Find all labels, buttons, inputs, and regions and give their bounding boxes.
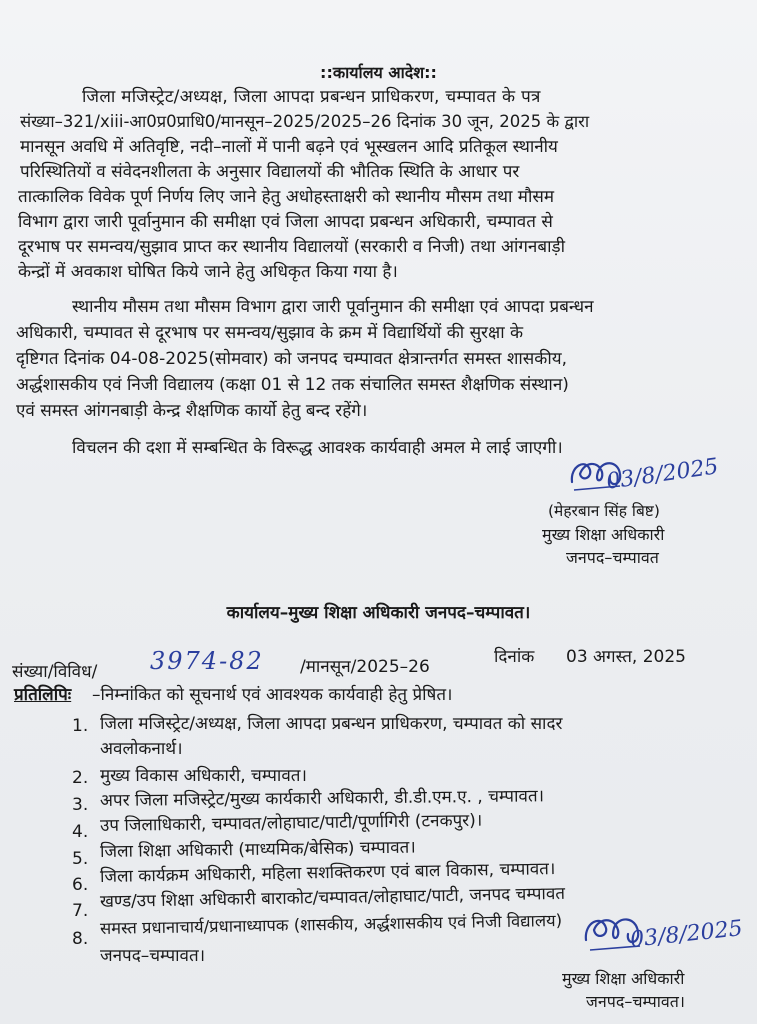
list-text: जिला मजिस्ट्रेट/अध्यक्ष, जिला आपदा प्रबन्धन प्राधिकरण, चम्पावत को सादर [100, 714, 563, 734]
list-text: जिला कार्यक्रम अधिकारी, महिला सशक्तिकरण एवं बाल विकास, चम्पावत। [99, 859, 556, 887]
signature-date: 03/8/2025 [629, 916, 744, 953]
paragraph-line: अर्द्धशासकीय एवं निजी विद्यालय (कक्षा 01 से 12 तक संचालित समस्त शैक्षणिक संस्थान) [16, 375, 569, 395]
paragraph-line: संख्या–321/xiii-आ0प्र0प्राधि0/मानसून–2025/2025–26 दिनांक 30 जून, 2025 के द्वारा [20, 112, 590, 131]
reference-suffix: /मानसून/2025–26 [300, 657, 430, 677]
paragraph-line: परिस्थितियों व संवेदनशीलता के अनुसार विद्यालयों की भौतिक स्थिति के आधार पर [20, 162, 520, 182]
reference-prefix: संख्या/विविध/ [12, 662, 98, 682]
signer-place: जनपद–चम्पावत [566, 548, 659, 567]
paragraph-line: विभाग द्वारा जारी पूर्वानुमान की समीक्षा एवं जिला आपदा प्रबन्धन अधिकारी, चम्पावत से [18, 212, 553, 232]
order-paragraph-3: विचलन की दशा में सम्बन्धित के विरूद्ध आवश्क कार्यवाही अमल मे लाई जाएगी। [72, 438, 563, 458]
paragraph-line: अधिकारी, चम्पावत से दूरभाष पर समन्वय/सुझाव के क्रम में विद्यार्थियों की सुरक्षा के [16, 323, 524, 343]
paragraph-line: दृष्टिगत दिनांक 04-08-2025(सोमवार) को जनपद चम्पावत क्षेत्रान्तर्गत समस्त शासकीय, [16, 349, 568, 369]
signer-title: मुख्य शिक्षा अधिकारी [542, 525, 665, 544]
list-number: 2. [72, 768, 89, 788]
office-heading: कार्यालय–मुख्य शिक्षा अधिकारी जनपद–चम्पावत। [226, 603, 531, 623]
copy-text: –निम्नांकित को सूचनार्थ एवं आवश्यक कार्यवाही हेतु प्रेषित। [92, 685, 453, 705]
list-text: जिला शिक्षा अधिकारी (माध्यमिक/बेसिक) चम्पावत। [99, 837, 416, 862]
paragraph-line: तात्कालिक विवेक पूर्ण निर्णय लिए जाने हेतु अधोहस्ताक्षरी को स्थानीय मौसम तथा मौसम [18, 187, 554, 207]
list-text: समस्त प्रधानाचार्य/प्रधानाध्यापक (शासकीय, अर्द्धशासकीय एवं निजी विद्यालय) [99, 910, 563, 938]
paragraph-line: दूरभाष पर समन्वय/सुझाव प्राप्त कर स्थानीय विद्यालयों (सरकारी व निजी) तथा आंगनबाड़ी [18, 237, 565, 257]
list-text: मुख्य विकास अधिकारी, चम्पावत। [100, 766, 307, 786]
list-text: अवलोकनार्थ। [100, 739, 183, 759]
copy-label: प्रतिलिपिः [14, 685, 72, 705]
list-number: 7. [72, 901, 89, 921]
paragraph-line: जिला मजिस्ट्रेट/अध्यक्ष, जिला आपदा प्रबन्धन प्राधिकरण, चम्पावत के पत्र [82, 87, 541, 107]
list-number: 4. [72, 822, 89, 842]
list-text: उप जिलाधिकारी, चम्पावत/लोहाघाट/पाटी/पूर्णागिरी (टनकपुर)। [99, 810, 483, 836]
date-value: 03 अगस्त, 2025 [566, 647, 686, 667]
paragraph-line: स्थानीय मौसम तथा मौसम विभाग द्वारा जारी पूर्वानुमान की समीक्षा एवं आपदा प्रबन्धन [72, 297, 594, 317]
reference-number: 3974-82 [150, 647, 264, 675]
list-number: 1. [72, 716, 89, 736]
list-text: अपर जिला मजिस्ट्रेट/मुख्य कार्यकारी अधिकारी, डी.डी.एम.ए. , चम्पावत। [99, 786, 545, 811]
list-text: जनपद–चम्पावत। [100, 946, 206, 966]
paragraph-line: एवं समस्त आंगनबाड़ी केन्द्र शैक्षणिक कार्यो हेतु बन्द रहेंगे। [16, 401, 368, 421]
date-label: दिनांक [494, 647, 535, 667]
list-text: खण्ड/उप शिक्षा अधिकारी बाराकोट/चम्पावत/लोहाघाट/पाटी, जनपद चम्पावत [99, 883, 566, 912]
signer-title: मुख्य शिक्षा अधिकारी [562, 969, 685, 988]
list-number: 5. [72, 849, 89, 869]
list-number: 3. [72, 795, 89, 815]
signer-name: (मेहरबान सिंह बिष्ट) [548, 502, 660, 520]
list-number: 8. [72, 929, 89, 949]
signer-place: जनपद–चम्पावत। [586, 992, 685, 1011]
list-number: 6. [72, 875, 89, 895]
signature-date: 03/8/2025 [604, 454, 721, 495]
paragraph-line: मानसून अवधि में अतिवृष्टि, नदी–नालों में पानी बढ़ने एवं भूस्खलन आदि प्रतिकूल स्थानीय [20, 137, 558, 157]
order-heading: ::कार्यालय आदेश:: [320, 63, 437, 82]
paragraph-line: केन्द्रों में अवकाश घोषित किये जाने हेतु अधिकृत किया गया है। [18, 262, 398, 282]
